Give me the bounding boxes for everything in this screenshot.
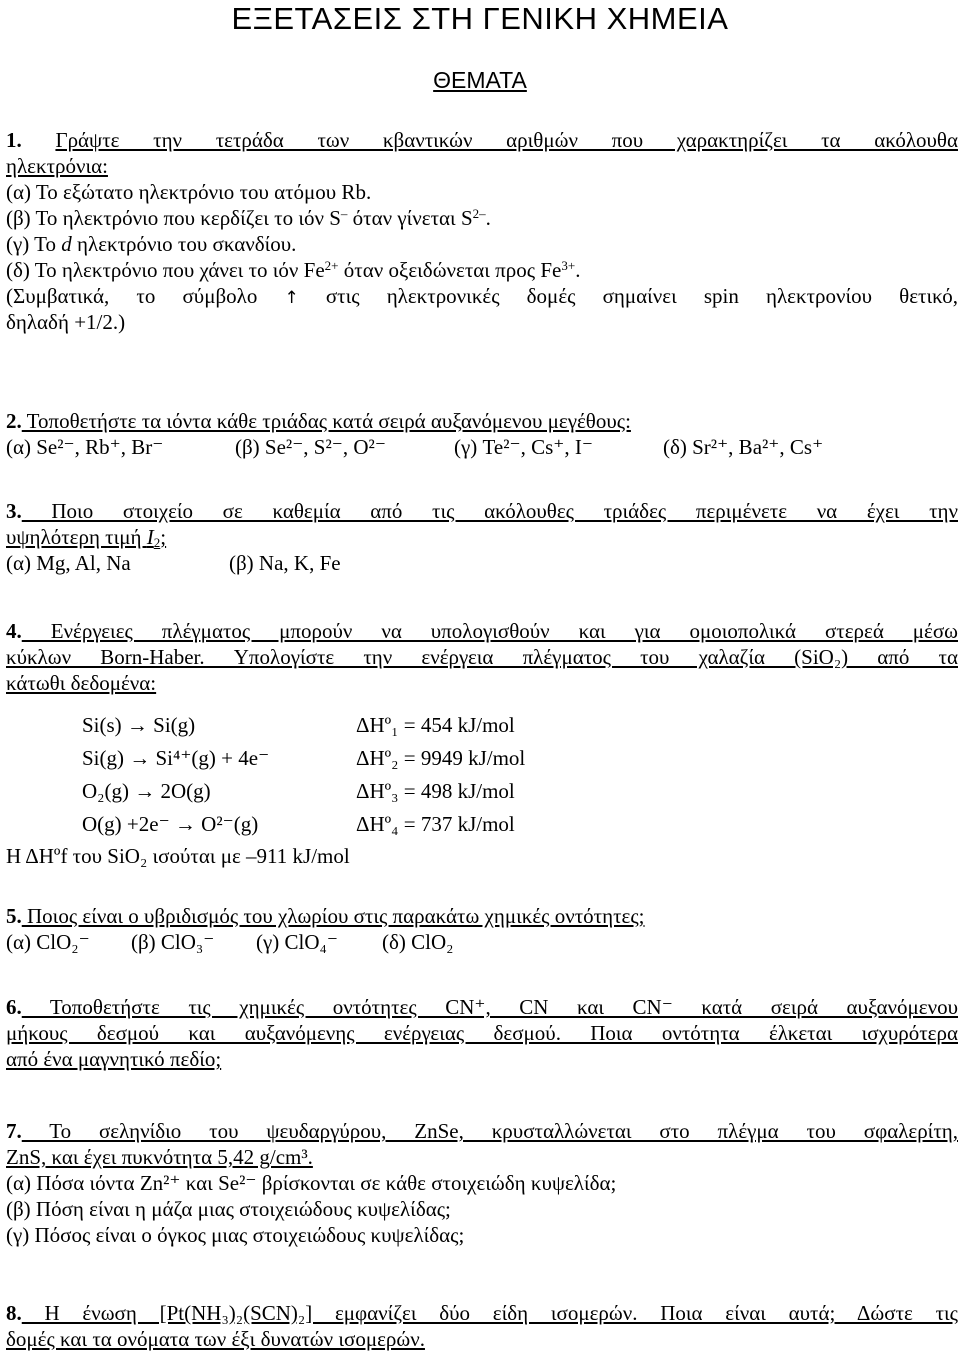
page-title: ΕΞΕΤΑΣΕΙΣ ΣΤΗ ΓΕΝΙΚΗ ΧΗΜΕΙΑ — [231, 1, 729, 36]
q1-note-end: δηλαδή +1/2.) — [6, 310, 126, 334]
q5-item-a: (α) ClO₂⁻ — [6, 930, 90, 954]
reaction-2-equation: Si(g) → Si⁴⁺(g) + 4e⁻ — [82, 746, 270, 770]
reaction-1-equation: Si(s) → Si(g) — [82, 713, 196, 737]
q2-item-a: (α) Se²⁻, Rb⁺, Br⁻ — [6, 435, 164, 459]
reaction-3-enthalpy: ΔHº₃ = 498 kJ/mol — [356, 779, 515, 803]
q2-items — [6, 434, 958, 460]
q1-item-b: (β) Το ηλεκτρόνιο που κερδίζει το ιόν S– όταν γίνεται $S^{2-}$. — [6, 205, 491, 230]
q5-items — [6, 929, 958, 955]
q1-item-a: (α) Το εξώτατο ηλεκτρόνιο του ατόμου Rb. — [6, 180, 372, 204]
question-3 — [6, 498, 958, 576]
q6-text-c: από ένα μαγνητικό πεδίο; — [6, 1047, 222, 1071]
q2-item-b: (β) Se²⁻, S²⁻, O²⁻ — [235, 435, 386, 459]
q4-formation-enthalpy: Η ΔHºf του SiO₂ ισούται με –911 kJ/mol — [6, 844, 350, 868]
spin-up-arrow-icon: ↑ — [284, 288, 299, 308]
q3-item-b: (β) Na, K, Fe — [229, 551, 341, 575]
q7-item-c: (γ) Πόσος είναι ο όγκος μιας στοιχειώδους κυψελίδας; — [6, 1223, 465, 1247]
q4-text: Ενέργειες πλέγματος μπορούν να υπολογισθούν και για ομοιοπολικά στερεά μέσω — [21, 619, 958, 643]
q4-reactions — [0, 712, 960, 852]
question-7 — [6, 1118, 958, 1248]
q6-text: Τοποθετήστε τις χημικές οντότητες CN⁺, CN και CN⁻ κατά σειρά αυξανόμενου — [21, 995, 958, 1019]
q2-item-d: (δ) Sr²⁺, Ba²⁺, Cs⁺ — [663, 435, 824, 459]
reaction-4-equation: O(g) +2e⁻ → O²⁻(g) — [82, 812, 259, 836]
q1-item-d: (δ) Το ηλεκτρόνιο που χάνει το ιόν $Fe^{2+}$ όταν οξειδώνεται προς $Fe^{3+}$. — [6, 257, 581, 282]
page-subtitle: ΘΕΜΑΤΑ — [433, 67, 527, 93]
q5-item-c: (γ) ClO₄⁻ — [256, 930, 338, 954]
q5-text: Ποιος είναι ο υβριδισμός του χλωρίου στις παρακάτω χημικές οντότητες; — [21, 904, 645, 928]
q1-intro-b: ηλεκτρόνια: — [6, 154, 108, 178]
q8-text: Η ένωση [Pt(NH₃)₂(SCN)₂] εμφανίζει δύο είδη ισομερών. Ποια είναι αυτά; Δώστε τις — [21, 1301, 958, 1325]
q3-text-b: υψηλότερη τιμή $I_2$; — [6, 525, 167, 551]
question-1 — [6, 127, 958, 335]
question-2 — [6, 408, 958, 460]
q1-intro-line — [6, 127, 958, 153]
q7-item-a: (α) Πόσα ιόντα Zn²⁺ και Se²⁻ βρίσκονται σε κάθε στοιχειώδη κυψελίδα; — [6, 1171, 617, 1195]
q8-text-b: δομές και τα ονόματα των έξι δυνατών ισομερών. — [6, 1327, 425, 1351]
q4-text-c: κάτωθι δεδομένα: — [6, 671, 157, 695]
q3-items — [6, 550, 958, 576]
question-4 — [6, 618, 958, 696]
q7-item-b: (β) Πόση είναι η μάζα μιας στοιχειώδους κυψελίδας; — [6, 1197, 451, 1221]
q5-text-line: 5. Ποιος είναι ο υβριδισμός του χλωρίου στις παρακάτω χημικές οντότητες; — [6, 904, 645, 928]
q2-item-c: (γ) Te²⁻, Cs⁺, I⁻ — [454, 435, 593, 459]
q3-text: Ποιο στοιχείο σε καθεμία από τις ακόλουθες τριάδες περιμένετε να έχει την — [21, 499, 958, 523]
q1-number: 1. — [6, 128, 22, 152]
q8-text-line: 8. Η ένωση [Pt(NH₃)₂(SCN)₂] εμφανίζει δύο είδη ισομερών. Ποια είναι αυτά; Δώστε τις — [6, 1301, 958, 1325]
q1-intro: Γράψτε την τετράδα των κβαντικών αριθμών που χαρακτηρίζει τα ακόλουθα — [55, 128, 958, 152]
question-8 — [6, 1300, 958, 1352]
q7-text-b: ZnS, και έχει πυκνότητα 5,42 g/cm³. — [6, 1145, 313, 1169]
q2-text-line: 2. Τοποθετήστε τα ιόντα κάθε τριάδας κατά σειρά αυξανόμενου μεγέθους: — [6, 409, 631, 433]
q3-item-a: (α) Mg, Al, Na — [6, 551, 131, 575]
q1-item-c: (γ) Το d ηλεκτρόνιο του σκανδίου. — [6, 232, 297, 256]
reaction-3-equation: O₂(g) → 2O(g) — [82, 779, 211, 803]
q4-text-line: 4. Ενέργειες πλέγματος μπορούν να υπολογισθούν και για ομοιοπολικά στερεά μέσω — [6, 619, 958, 643]
q6-text-b: μήκους δεσμού και αυξανόμενης ενέργειας δεσμού. Ποια οντότητα έλκεται ισχυρότερα — [6, 1021, 958, 1045]
q1-note: (Συμβατικά, το σύμβολο ↑ στις ηλεκτρονικές δομές σημαίνει spin ηλεκτρονίου θετικό, — [6, 284, 958, 308]
q6-text-line: 6. Τοποθετήστε τις χημικές οντότητες CN⁺, CN και CN⁻ κατά σειρά αυξανόμενου — [6, 995, 958, 1019]
q7-text: Το σεληνίδιο του ψευδαργύρου, ZnSe, κρυσταλλώνεται στο πλέγμα του σφαλερίτη, — [21, 1119, 958, 1143]
q3-text-line: 3. Ποιο στοιχείο σε καθεμία από τις ακόλουθες τριάδες περιμένετε να έχει την — [6, 499, 958, 523]
reaction-2-enthalpy: ΔHº₂ = 9949 kJ/mol — [356, 746, 526, 770]
question-5 — [6, 903, 958, 955]
question-6 — [6, 994, 958, 1072]
q4-text-b: κύκλων Born-Haber. Υπολογίστε την ενέργεια πλέγματος του χαλαζία (SiO₂) από τα — [6, 645, 958, 669]
q7-text-line: 7. Το σεληνίδιο του ψευδαργύρου, ZnSe, κρυσταλλώνεται στο πλέγμα του σφαλερίτη, — [6, 1119, 958, 1143]
q2-text: Τοποθετήστε τα ιόντα κάθε τριάδας κατά σειρά αυξανόμενου μεγέθους: — [21, 409, 631, 433]
reaction-1-enthalpy: ΔHº₁ = 454 kJ/mol — [356, 713, 515, 737]
q5-item-b: (β) ClO₃⁻ — [131, 930, 215, 954]
q5-item-d: (δ) ClO₂ — [382, 930, 454, 954]
reaction-4-enthalpy: ΔHº₄ = 737 kJ/mol — [356, 812, 515, 836]
